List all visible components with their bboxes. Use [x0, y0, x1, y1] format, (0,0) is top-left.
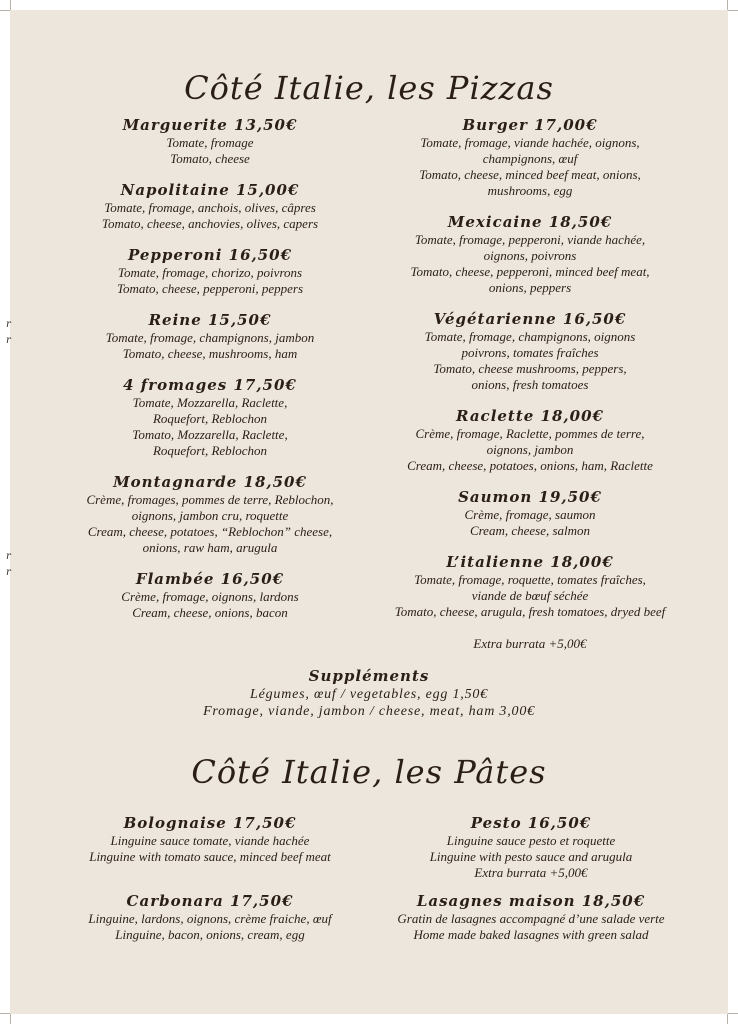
item-desc: poivrons, tomates fraîches — [461, 345, 599, 360]
item-desc: Cream, cheese, onions, bacon — [132, 605, 288, 620]
pizzas-title: Côté Italie, les Pizzas — [184, 69, 554, 107]
item-name: Bolognaise 17,50€ — [123, 814, 297, 832]
item-name: Montagnarde 18,50€ — [113, 473, 307, 491]
item-desc: Linguine sauce tomate, viande hachée — [110, 833, 310, 848]
item-desc: Linguine sauce pesto et roquette — [446, 833, 616, 848]
item-desc: champignons, œuf — [482, 151, 578, 166]
item-desc: Tomato, cheese, pepperoni, minced beef meat, — [410, 264, 650, 279]
menu-item — [60, 116, 360, 167]
edge-mark: r — [6, 319, 11, 330]
item-name: Carbonara 17,50€ — [126, 892, 294, 910]
item-desc: Cream, cheese, salmon — [469, 523, 591, 538]
item-desc: viande de bœuf séchée — [471, 588, 589, 603]
item-desc: Tomate, fromage, chorizo, poivrons — [117, 265, 303, 280]
item-desc: Tomato, Mozzarella, Raclette, — [132, 427, 288, 442]
item-name: Marguerite 13,50€ — [122, 116, 298, 134]
menu-item — [60, 473, 360, 556]
item-desc: Linguine with tomato sauce, minced beef meat — [89, 849, 331, 864]
item-desc: Linguine, lardons, oignons, crème fraiche, œuf — [88, 911, 332, 926]
menu-item — [370, 488, 690, 539]
item-desc: Tomate, fromage — [166, 135, 254, 150]
item-desc: Crème, fromage, saumon — [464, 507, 596, 522]
crop-mark — [10, 1014, 11, 1024]
item-name: Lasagnes maison 18,50€ — [416, 892, 646, 910]
item-name: Pepperoni 16,50€ — [127, 246, 293, 264]
item-desc: Crème, fromages, pommes de terre, Reblochon, — [86, 492, 334, 507]
item-desc: Linguine with pesto sauce and arugula — [429, 849, 633, 864]
menu-item — [368, 892, 694, 943]
supplement-line: Légumes, œuf / vegetables, egg 1,50€ — [250, 687, 488, 702]
menu-item — [370, 116, 690, 199]
item-desc: Tomato, cheese, minced beef meat, onions, — [419, 167, 641, 182]
menu-item — [50, 892, 370, 943]
edge-mark: r — [6, 567, 11, 578]
item-desc: Tomato, cheese — [170, 151, 250, 166]
item-name: Napolitaine 15,00€ — [120, 181, 300, 199]
item-desc: Tomato, cheese, arugula, fresh tomatoes, dryed beef — [394, 604, 666, 619]
item-desc: onions, raw ham, arugula — [142, 540, 278, 555]
item-desc: Roquefort, Reblochon — [152, 443, 268, 458]
crop-mark — [10, 0, 11, 10]
pasta-title: Côté Italie, les Pâtes — [191, 753, 547, 791]
item-desc: Extra burrata +5,00€ — [474, 865, 588, 880]
edge-mark: r — [6, 335, 11, 346]
item-desc: Linguine, bacon, onions, cream, egg — [115, 927, 305, 942]
supplements-title: Suppléments — [308, 667, 430, 685]
menu-item — [370, 407, 690, 474]
pizzas-left-column — [60, 116, 360, 621]
item-name: Burger 17,00€ — [462, 116, 598, 134]
item-desc: Tomate, fromage, champignons, oignons — [424, 329, 636, 344]
item-desc: oignons, jambon — [486, 442, 574, 457]
item-desc: Roquefort, Reblochon — [152, 411, 268, 426]
item-name: Végétarienne 16,50€ — [433, 310, 627, 328]
crop-mark — [728, 10, 738, 11]
item-name: L’italienne 18,00€ — [446, 553, 614, 571]
menu-item — [60, 246, 360, 297]
pasta-left-column — [50, 814, 370, 943]
item-desc: Crème, fromage, oignons, lardons — [121, 589, 299, 604]
supplement-line: Fromage, viande, jambon / cheese, meat, ham 3,00€ — [203, 704, 535, 719]
pasta-right-column — [368, 814, 694, 943]
item-desc: Tomato, cheese, pepperoni, peppers — [116, 281, 304, 296]
item-desc: onions, peppers — [488, 280, 572, 295]
item-desc: Home made baked lasagnes with green salad — [413, 927, 649, 942]
menu-item — [60, 376, 360, 459]
crop-mark — [0, 1013, 10, 1014]
menu-item — [60, 311, 360, 362]
crop-mark — [727, 0, 728, 10]
item-desc: Tomate, fromage, pepperoni, viande hachée, — [414, 232, 646, 247]
item-desc: oignons, poivrons — [483, 248, 577, 263]
item-desc: Crème, fromage, Raclette, pommes de terre, — [415, 426, 645, 441]
item-desc: Tomato, cheese, mushrooms, ham — [122, 346, 298, 361]
item-desc: Cream, cheese, potatoes, “Reblochon” cheese, — [87, 524, 333, 539]
menu-item — [370, 310, 690, 393]
menu-item — [370, 553, 690, 620]
item-name: Reine 15,50€ — [148, 311, 272, 329]
menu-item — [50, 814, 370, 865]
menu-item — [60, 181, 360, 232]
item-desc: Cream, cheese, potatoes, onions, ham, Raclette — [407, 458, 653, 473]
item-desc: onions, fresh tomatoes — [471, 377, 589, 392]
item-desc: Tomato, cheese mushrooms, peppers, — [433, 361, 627, 376]
item-desc: Tomate, fromage, anchois, olives, câpres — [104, 200, 316, 215]
menu-item — [60, 570, 360, 621]
item-desc: oignons, jambon cru, roquette — [131, 508, 289, 523]
item-desc: Gratin de lasagnes accompagné d’une salade verte — [397, 911, 665, 926]
item-name: Pesto 16,50€ — [470, 814, 592, 832]
item-desc: Tomate, fromage, champignons, jambon — [105, 330, 315, 345]
item-desc: Tomate, Mozzarella, Raclette, — [132, 395, 288, 410]
item-desc: Tomate, fromage, roquette, tomates fraîches, — [414, 572, 646, 587]
item-desc: mushrooms, egg — [487, 183, 573, 198]
extra-burrata: Extra burrata +5,00€ — [473, 636, 587, 651]
item-name: Flambée 16,50€ — [135, 570, 285, 588]
item-name: Mexicaine 18,50€ — [447, 213, 613, 231]
item-name: Saumon 19,50€ — [458, 488, 602, 506]
crop-mark — [0, 10, 10, 11]
item-desc: Tomate, fromage, viande hachée, oignons, — [420, 135, 640, 150]
item-name: 4 fromages 17,50€ — [123, 376, 297, 394]
crop-mark — [727, 1014, 728, 1024]
pizzas-right-column — [370, 116, 690, 652]
item-name: Raclette 18,00€ — [456, 407, 604, 425]
crop-mark — [728, 1013, 738, 1014]
menu-item — [368, 814, 694, 881]
item-desc: Tomato, cheese, anchovies, olives, capers — [101, 216, 319, 231]
supplements-block — [100, 667, 638, 720]
edge-mark: r — [6, 551, 11, 562]
menu-item — [370, 213, 690, 296]
